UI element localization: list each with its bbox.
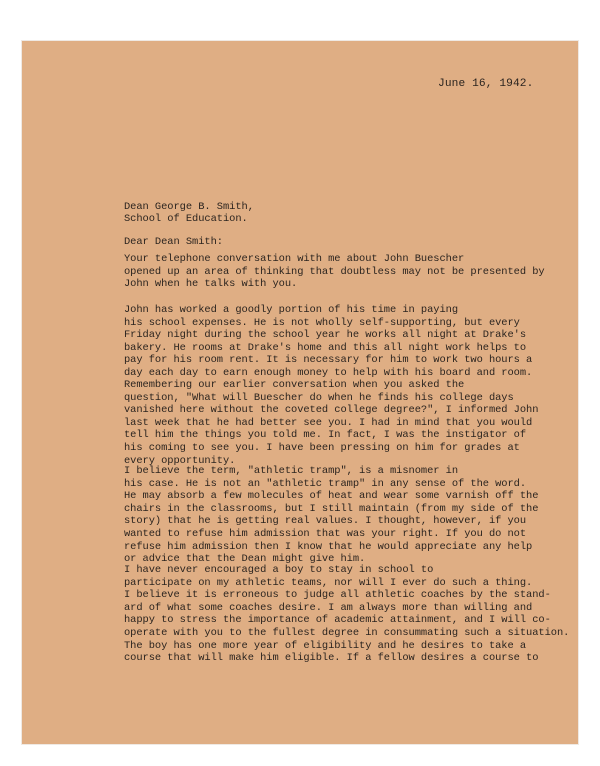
paragraph-line: John has worked a goodly portion of his time in paying xyxy=(124,304,459,316)
paragraph-line: his coming to see you. I have been pressing on him for grades at xyxy=(124,441,520,454)
paragraph-line: his case. He is not an "athletic tramp" in any sense of the word. xyxy=(124,477,527,490)
paragraph-line: his school expenses. He is not wholly self-supporting, but every xyxy=(124,316,520,329)
paragraph-line: I believe the term, "athletic tramp", is a misnomer in xyxy=(124,465,459,477)
paragraph-line: or advice that the Dean might give him. xyxy=(124,553,366,566)
paragraph-line: participate on my athletic teams, nor will I ever do such a thing. xyxy=(124,576,533,589)
paragraph-line: chairs in the classrooms, but I still maintain (from my side of the xyxy=(124,502,539,515)
paragraph-line: bakery. He rooms at Drake's home and this all night work helps to xyxy=(124,341,527,354)
paragraph-line: vanished here without the coveted college degree?", I informed John xyxy=(124,404,539,417)
paragraph-line: opened up an area of thinking that doubtless may not be presented by xyxy=(124,265,545,278)
paragraph-line: happy to stress the importance of academic attainment, and I will co- xyxy=(124,614,551,627)
paragraph-line: story) that he is getting real values. I thought, however, if you xyxy=(124,515,527,528)
paragraph-line: ard of what some coaches desire. I am always more than willing and xyxy=(124,601,533,614)
paragraph-line: John when he talks with you. xyxy=(124,278,298,291)
addressee-name: Dean George B. Smith, xyxy=(124,201,254,213)
paragraph-line: operate with you to the fullest degree in consummating such a situation. xyxy=(124,626,570,639)
paragraph-line: last week that he had better see you. I had in mind that you would xyxy=(124,416,533,429)
paragraph-line: The boy has one more year of eligibility and he desires to take a xyxy=(124,639,527,652)
paragraph-line: Remembering our earlier conversation when you asked the xyxy=(124,379,465,391)
paragraph-line: every opportunity. xyxy=(124,454,236,467)
paragraph-line: He may absorb a few molecules of heat and wear some varnish off the xyxy=(124,490,539,503)
paragraph-line: Your telephone conversation with me about John Buescher xyxy=(124,253,465,265)
salutation: Dear Dean Smith: xyxy=(124,236,223,248)
paragraph-2 xyxy=(124,304,532,380)
paragraph-line: day each day to earn enough money to help with his board and room. xyxy=(124,366,533,379)
paragraph-line: tell him the things you told me. In fact, I was the instigator of xyxy=(124,429,527,442)
paragraph-3 xyxy=(124,379,538,467)
paragraph-line: I have never encouraged a boy to stay in school to xyxy=(124,564,434,576)
paragraph-5 xyxy=(124,564,569,665)
paragraph-line: pay for his room rent. It is necessary for him to work two hours a xyxy=(124,354,533,367)
paragraph-line: course that will make him eligible. If a fellow desires a course to xyxy=(124,652,539,665)
paragraph-line: wanted to refuse him admission that was your right. If you do not xyxy=(124,527,527,540)
paragraph-1 xyxy=(124,253,545,291)
paragraph-line: I believe it is erroneous to judge all athletic coaches by the stand- xyxy=(124,589,551,602)
paragraph-line: question, "What will Buescher do when he finds his college days xyxy=(124,391,514,404)
paragraph-line: Friday night during the school year he works all night at Drake's xyxy=(124,329,527,342)
letter-date: June 16, 1942. xyxy=(438,78,534,90)
addressee-department: School of Education. xyxy=(124,213,248,225)
paragraph-4 xyxy=(124,465,538,566)
paragraph-line: refuse him admission then I know that he would appreciate any help xyxy=(124,540,533,553)
